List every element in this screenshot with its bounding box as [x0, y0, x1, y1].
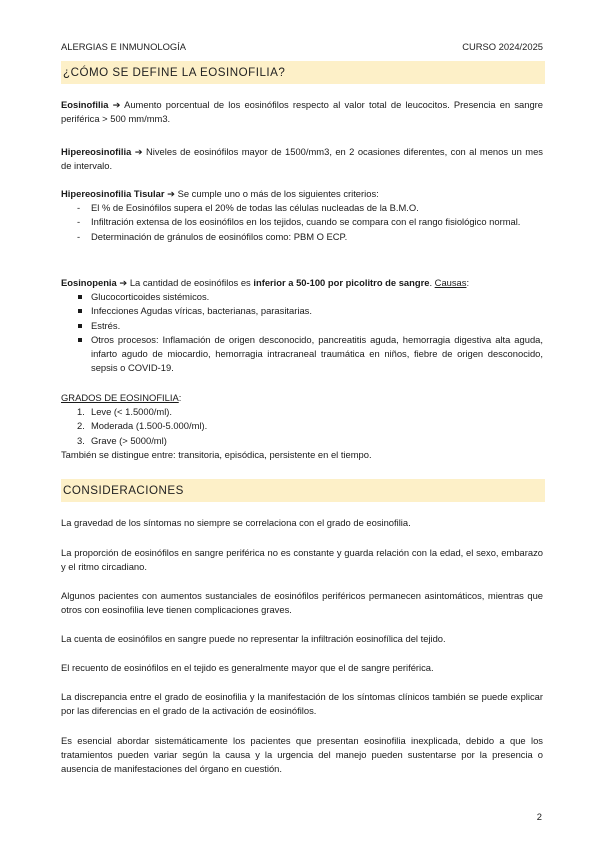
- consideration-paragraph: El recuento de eosinófilos en el tejido es generalmente mayor que el de sangre periférica.: [61, 662, 434, 673]
- eosinopenia-text: La cantidad de eosinófilos es: [129, 277, 254, 288]
- list-item: [61, 419, 543, 433]
- consideration-paragraph: La proporción de eosinófilos en sangre periférica no es constante y guarda relación con la edad, el sexo, embarazo y el ritmo circadiano.: [61, 547, 543, 573]
- list-number: 2.: [77, 420, 85, 432]
- eosinopenia-term: Eosinopenia: [61, 277, 117, 288]
- header-course-name: ALERGIAS E INMUNOLOGÍA: [61, 41, 187, 52]
- tisular-intro: [61, 187, 543, 201]
- consideration-paragraph: La cuenta de eosinófilos en sangre puede no representar la infiltración eosinofílica del tejido.: [61, 633, 446, 644]
- consideration-paragraph: La gravedad de los síntomas no siempre se correlaciona con el grado de eosinofilia.: [61, 517, 411, 528]
- hipereosinofilia-text: Niveles de eosinófilos mayor de 1500/mm3, en 2 ocasiones diferentes, con al menos un mes de intervalo.: [61, 146, 543, 172]
- eosinopenia-definition: [61, 276, 543, 375]
- tisular-criteria-list: [61, 201, 543, 244]
- list-item: Glucocorticoides sistémicos.: [61, 290, 543, 304]
- arrow-icon: ➔: [108, 99, 125, 110]
- grado-text: Grave (> 5000/ml): [91, 434, 167, 446]
- eosinofilia-definition: [61, 98, 543, 126]
- section-title-considerations: CONSIDERACIONES: [61, 479, 545, 502]
- list-number: 1.: [77, 406, 85, 418]
- eosinopenia-causes-list: [61, 290, 543, 375]
- tisular-term: Hipereosinofilia Tisular: [61, 188, 165, 199]
- causes-colon: :: [466, 277, 470, 288]
- grados-label: GRADOS DE EOSINOFILIA: [61, 392, 179, 403]
- eosinofilia-term: Eosinofilia: [61, 99, 109, 110]
- consideration-paragraph: La discrepancia entre el grado de eosinofilia y la manifestación de los síntomas clínicos también se puede explicar por las diferencias en el grado de la activación de eosinófilos.: [61, 691, 543, 717]
- page-number: 2: [536, 811, 542, 822]
- eosinopenia-intro: [61, 276, 543, 290]
- consideration-paragraph: Es esencial abordar sistemáticamente los pacientes que presentan eosinofilia inexplicada, debido a que los tratamientos pueden variar según la causa y la urgencia del manejo pueden sustentarse por la presencia o ausencia de manifestaciones del órgano en cuestión.: [61, 735, 543, 775]
- hipereosinofilia-definition: [61, 145, 543, 173]
- page-header: [61, 40, 543, 54]
- section-title-definition: ¿CÓMO SE DEFINE LA EOSINOFILIA?: [61, 61, 545, 84]
- arrow-icon: ➔: [164, 188, 178, 199]
- grado-text: Moderada (1.500-5.000/ml).: [91, 420, 208, 432]
- grados-list: [61, 405, 543, 448]
- grados-section: [61, 391, 543, 462]
- eosinofilia-text: Aumento porcentual de los eosinófilos respecto al valor total de leucocitos. Presencia en sangre periférica > 500 mm/mm3.: [61, 99, 544, 125]
- arrow-icon: ➔: [116, 277, 130, 288]
- list-item: Otros procesos: Inflamación de origen desconocido, pancreatitis aguda, hemorragia digestiva alta aguda, infarto agudo de miocardio, hemorragia intracraneal traumática en niños, fiebre de origen desconocido, sepsis o COVID-19.: [61, 333, 543, 376]
- tisular-definition: [61, 187, 543, 244]
- tisular-text: Se cumple uno o más de los siguientes criterios:: [177, 188, 379, 199]
- list-item: [61, 405, 543, 419]
- header-academic-year: CURSO 2024/2025: [462, 41, 543, 52]
- list-item: [61, 434, 543, 448]
- list-item: Infecciones Agudas víricas, bacterianas, parasitarias.: [61, 304, 543, 318]
- list-number: 3.: [77, 434, 85, 446]
- consideration-paragraph: Algunos pacientes con aumentos sustanciales de eosinófilos periféricos permanecen asintomáticos, mientras que otros con eosinofilia leve tienen complicaciones graves.: [61, 590, 543, 616]
- eosinopenia-punct: .: [429, 277, 435, 288]
- hipereosinofilia-term: Hipereosinofilia: [61, 146, 132, 157]
- list-item: - El % de Eosinófilos supera el 20% de todas las células nucleadas de la B.M.O.: [61, 201, 543, 215]
- grados-heading: [61, 391, 543, 405]
- list-item: - Infiltración extensa de los eosinófilos en los tejidos, cuando se compara con el rango fisiológico normal.: [61, 215, 543, 229]
- list-item: - Determinación de gránulos de eosinófilos como: PBM O ECP.: [61, 230, 543, 244]
- causes-label: Causas: [434, 277, 467, 288]
- grado-text: Leve (< 1.5000/ml).: [91, 406, 173, 418]
- list-item: Estrés.: [61, 319, 543, 333]
- eosinopenia-threshold: inferior a 50-100 por picolitro de sangre: [253, 277, 430, 288]
- grados-colon: :: [178, 392, 182, 403]
- arrow-icon: ➔: [131, 146, 147, 157]
- grados-footer: También se distingue entre: transitoria, episódica, persistente en el tiempo.: [61, 448, 372, 460]
